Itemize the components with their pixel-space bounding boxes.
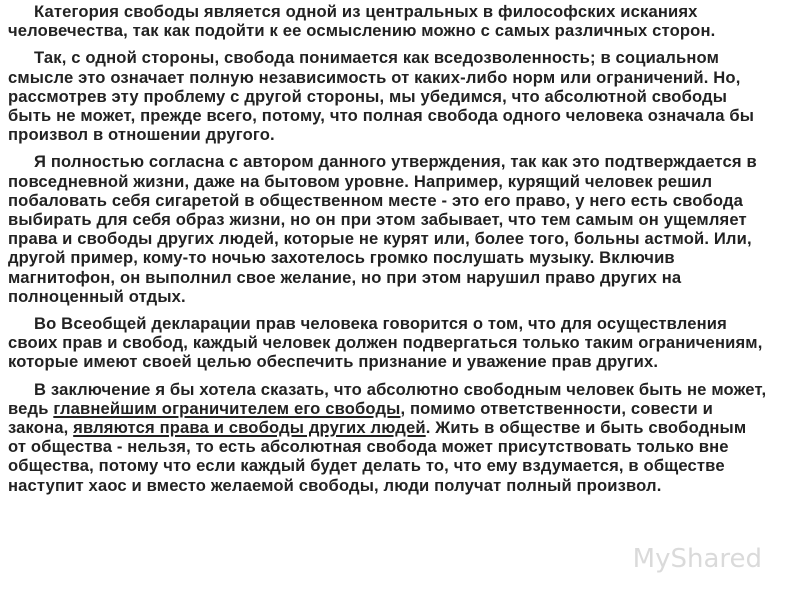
conclusion-underline-1: главнейшим ограничителем его свободы bbox=[53, 398, 401, 418]
paragraph-declaration: Во Всеобщей декларации прав человека говорится о том, что для осуществления своих прав и свобод, каждый человек должен подвергаться только таким ограничениям, которые имеют своей целью обеспечить признание и уважение прав других. bbox=[8, 314, 763, 372]
conclusion-text-2: , помимо ответственности, совести и закона, bbox=[8, 398, 713, 438]
watermark-logo: MyShared bbox=[632, 544, 762, 574]
paragraph-agreement-examples: Я полностью согласна с автором данного утверждения, так как это подтверждается в повседневной жизни, даже на бытовом уровне. Например, курящий человек решил побаловать себя сигаретой в общественном месте - это его право, у него есть свобода выбирать для себя образ жизни, но он при этом забывает, что тем самым он ущемляет права и свободы других людей, которые не курят или, более того, больны астмой. Или, другой пример, кому-то ночью захотелось громко послушать музыку. Включив магнитофон, он выполнил свое желание, но при этом нарушил право других на полноценный отдых. bbox=[8, 152, 757, 306]
conclusion-text-1: В заключение я бы хотела сказать, что абсолютно свободным человек быть не может, ведь bbox=[8, 379, 767, 418]
paragraph-intro: Категория свободы является одной из центральных в философских исканиях человечества, так как подойти к ее осмыслению можно с самых различных сторон. bbox=[8, 2, 716, 41]
conclusion-underline-2: являются права и свободы других людей bbox=[73, 418, 426, 438]
conclusion-text-3: . Жить в обществе и быть свободным от общества - нельзя, то есть абсолютная свобода может присутствовать только вне общества, потому что если каждый будет делать то, что ему вздумается, в обществе наступит хаос и вместо желаемой свободы, люди получат полный произвол. bbox=[8, 418, 747, 495]
paragraph-freedom-definition: Так, с одной стороны, свобода понимается как вседозволенность; в социальном смысле это означает полную независимость от каких-либо норм или ограничений. Но, рассмотрев эту проблему с другой стороны, мы убедимся, что абсолютной свободы быть не может, прежде всего, потому, что полная свобода одного человека означала бы произвол в отношении другого. bbox=[8, 48, 755, 145]
paragraph-conclusion bbox=[8, 380, 768, 495]
